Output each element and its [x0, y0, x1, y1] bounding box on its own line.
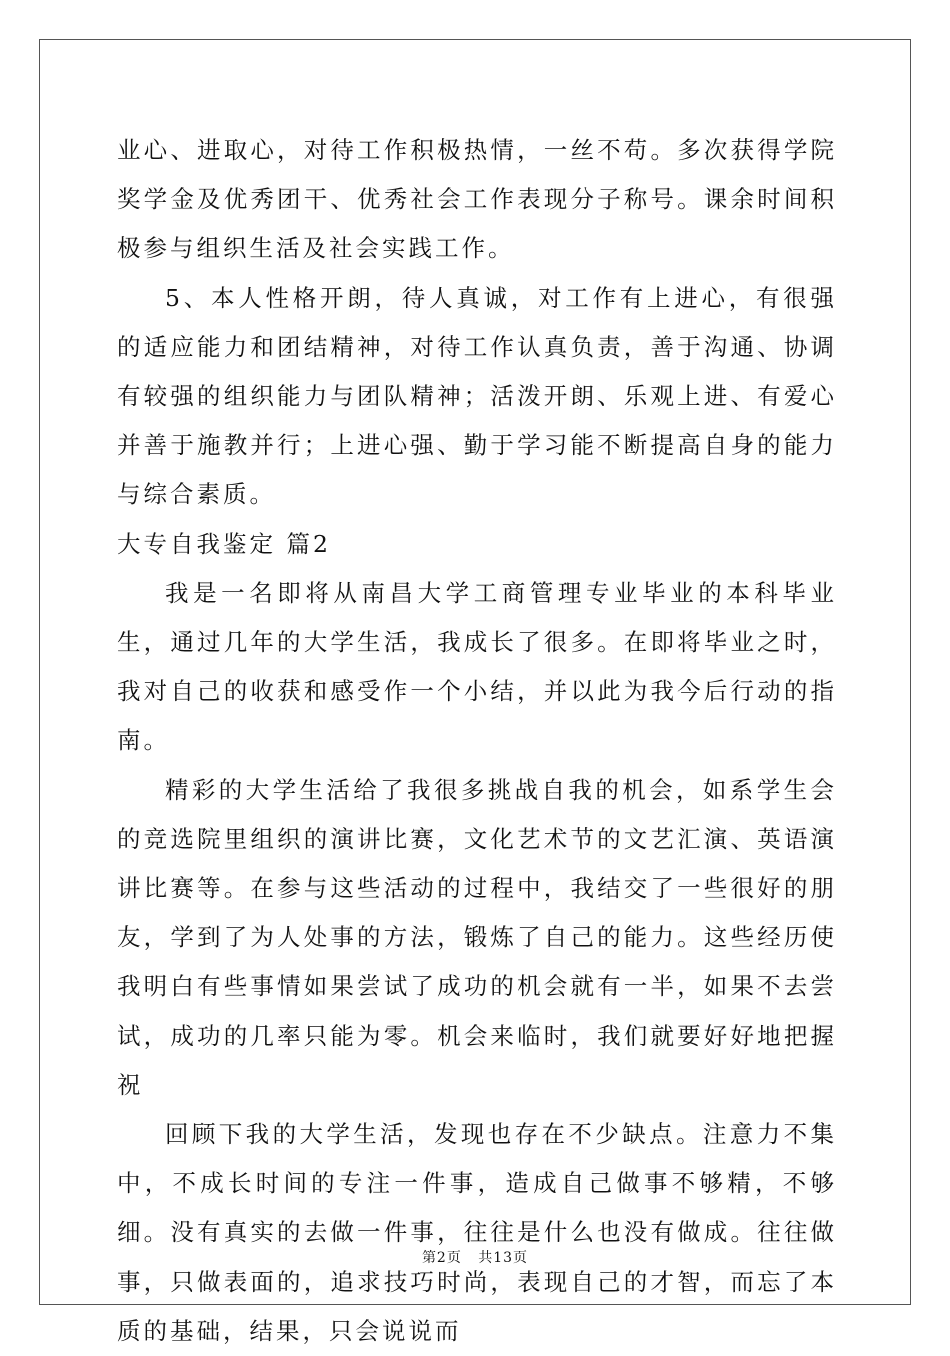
- document-body: [117, 126, 837, 1356]
- paragraph-activities: 精彩的大学生活给了我很多挑战自我的机会，如系学生会的竞选院里组织的演讲比赛，文化艺术节的文艺汇演、英语演讲比赛等。在参与这些活动的过程中，我结交了一些很好的朋友，学到了为人处事的方法，锻炼了自己的能力。这些经历使我明白有些事情如果尝试了成功的机会就有一半，如果不去尝试，成功的几率只能为零。机会来临时，我们就要好好地把握祝: [117, 775, 837, 1099]
- section-heading: 大专自我鉴定 篇2: [117, 529, 331, 558]
- page-number: 第2页: [421, 1250, 462, 1266]
- paragraph-shortcomings: 回顾下我的大学生活，发现也存在不少缺点。注意力不集中，不成长时间的专注一件事，造成自己做事不够精，不够细。没有真实的去做一件事，往往是什么也没有做成。往往做事，只做表面的，追求技巧时尚，表现自己的才智，而忘了本质的基础，结果，只会说说而: [117, 1120, 837, 1345]
- paragraph-item-5: 5、本人性格开朗，待人真诚，对工作有上进心，有很强的适应能力和团结精神，对待工作认真负责，善于沟通、协调有较强的组织能力与团队精神；活泼开朗、乐观上进、有爱心并善于施教并行；上进心强、勤于学习能不断提高自身的能力与综合素质。: [117, 283, 837, 509]
- page-total: 共13页: [478, 1250, 529, 1266]
- page-footer: [0, 1247, 950, 1267]
- paragraph-intro: 我是一名即将从南昌大学工商管理专业毕业的本科毕业生，通过几年的大学生活，我成长了很多。在即将毕业之时，我对自己的收获和感受作一个小结，并以此为我今后行动的指南。: [117, 578, 837, 755]
- paragraph-continuation: 业心、进取心，对待工作积极热情，一丝不苟。多次获得学院奖学金及优秀团干、优秀社会工作表现分子称号。课余时间积极参与组织生活及社会实践工作。: [117, 136, 837, 263]
